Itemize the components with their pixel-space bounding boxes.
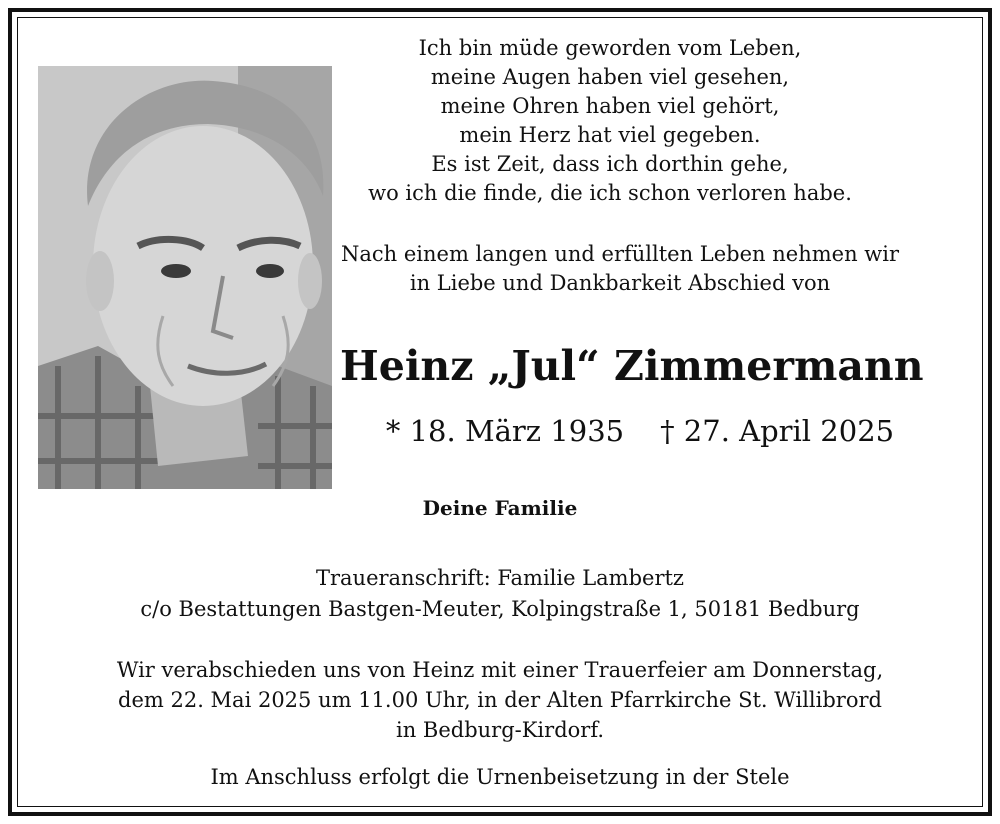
poem-line: mein Herz hat viel gegeben. (459, 123, 761, 147)
address-line: Traueranschrift: Familie Lambertz (315, 566, 684, 590)
portrait-photo-icon (38, 66, 332, 489)
address-line: c/o Bestattungen Bastgen-Meuter, Kolpingstraße 1, 50181 Bedburg (140, 597, 860, 621)
portrait-photo-drawing (38, 66, 332, 489)
family-signature: Deine Familie (422, 496, 578, 520)
intro-text (340, 240, 900, 298)
poem-line: Es ist Zeit, dass ich dorthin gehe, (431, 152, 789, 176)
ceremony-line: dem 22. Mai 2025 um 11.00 Uhr, in der Alten Pfarrkirche St. Willibrord (118, 688, 882, 712)
burial-note: Im Anschluss erfolgt die Urnenbeisetzung in der Stele (210, 765, 790, 789)
poem-line: wo ich die finde, die ich schon verloren habe. (368, 181, 852, 205)
intro-line: Nach einem langen und erfüllten Leben nehmen wir (341, 242, 899, 266)
deceased-name: Heinz „Jul“ Zimmermann (340, 342, 924, 390)
ceremony-line: Wir verabschieden uns von Heinz mit einer Trauerfeier am Donnerstag, (116, 658, 884, 682)
life-dates (340, 412, 940, 450)
ceremony-line: in Bedburg-Kirdorf. (395, 718, 605, 742)
intro-line: in Liebe und Dankbarkeit Abschied von (409, 271, 831, 295)
poem (340, 34, 880, 208)
birth-date: * 18. März 1935 (385, 414, 625, 448)
poem-line: meine Ohren haben viel gehört, (440, 94, 780, 118)
poem-line: Ich bin müde geworden vom Leben, (418, 36, 802, 60)
mourning-address (60, 563, 940, 625)
ceremony-text (60, 655, 940, 745)
death-date: † 27. April 2025 (660, 414, 895, 448)
poem-line: meine Augen haben viel gesehen, (430, 65, 790, 89)
